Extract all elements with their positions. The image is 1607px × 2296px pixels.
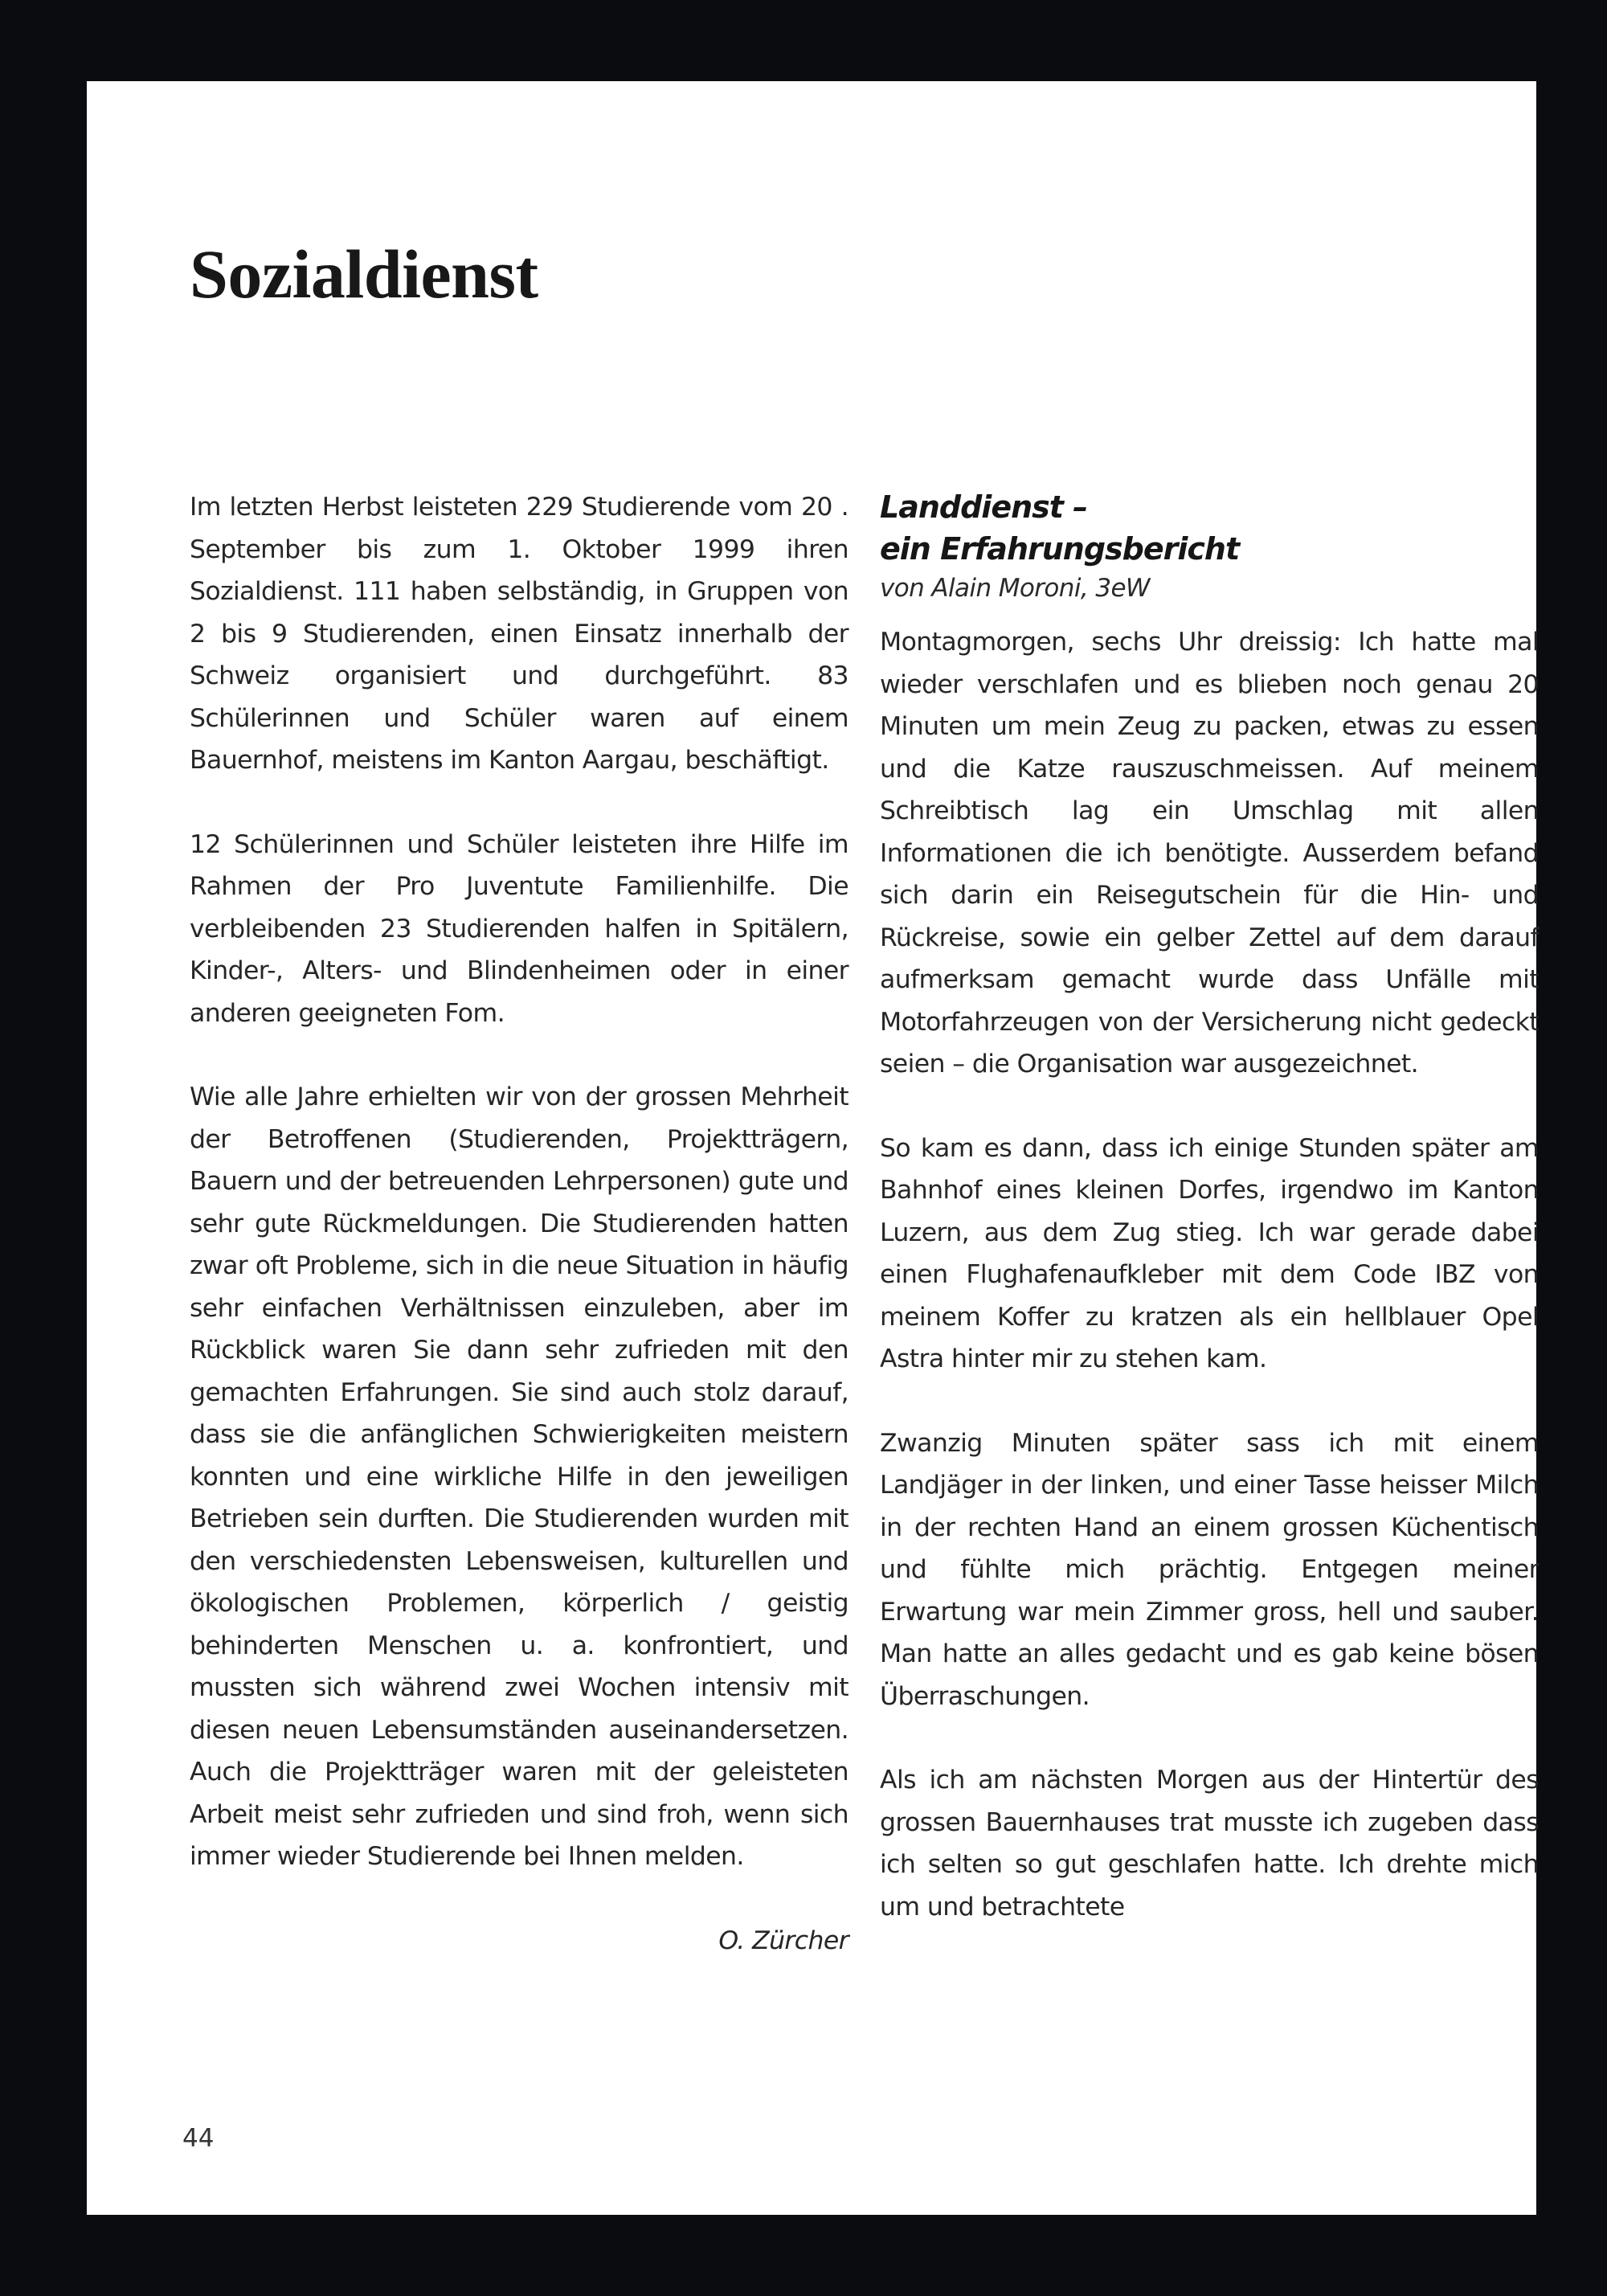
paragraph: So kam es dann, dass ich einige Stunden später am Bahnhof eines kleinen Dorfes, irgendwo im Kanton Luzern, aus dem Zug stieg. Ich war gerade dabei einen Flughafenaufkleber mit dem Code IBZ von meinem Koffer zu kratzen als ein hellblauer Opel Astra hinter mir zu stehen kam. [880, 1133, 1539, 1373]
paragraph: Montagmorgen, sechs Uhr dreissig: Ich hatte mal wieder verschlafen und es blieben noch genau 20 Minuten um mein Zeug zu packen, etwas zu essen und die Katze rauszuschmeissen. Auf meinem Schreibtisch lag ein Umschlag mit allen Informationen die ich benötigte. Ausserdem befand sich darin ein Reisegutschein für die Hin- und Rückreise, sowie ein gelber Zettel auf dem darauf aufmerksam gemacht wurde dass Unfälle mit Motorfahrzeugen von der Versicherung nicht gedeckt seien – die Organisation war ausgezeichnet. [880, 628, 1539, 1078]
page-number: 44 [182, 2124, 215, 2153]
document-page [87, 81, 1539, 2215]
page-title: Sozialdienst [190, 235, 538, 313]
paragraph: Wie alle Jahre erhielten wir von der grossen Mehrheit der Betroffenen (Studierenden, Projektträgern, Bauern und der betreuenden Lehrpersonen) gute und sehr gute Rückmeldungen. Die Studierenden hatten zwar oft Probleme, sich in die neue Situation in häufig sehr einfachen Verhältnissen einzuleben, aber im Rückblick waren Sie dann sehr zufrieden mit den gemachten Erfahrungen. Sie sind auch stolz darauf, dass sie die anfänglichen Schwierigkeiten meistern konnten und eine wirkliche Hilfe in den jeweiligen Betrieben sein durften. Die Studierenden wurden mit den verschiedensten Lebensweisen, kulturellen und ökologischen Problemen, körperlich / geistig behinderten Menschen u. a. konfrontiert, und mussten sich während zwei Wochen intensiv mit diesen neuen Lebensumständen auseinandersetzen. Auch die Projektträger waren mit der geleisteten Arbeit meist sehr zufrieden und sind froh, wenn sich immer wieder Studierende bei Ihnen melden. [190, 1083, 848, 1871]
paragraph: Im letzten Herbst leisteten 229 Studierende vom 20 . September bis zum 1. Oktober 1999 ihren Sozialdienst. 111 haben selbständig, in Gruppen von 2 bis 9 Studierenden, einen Einsatz innerhalb der Schweiz organisiert und durchgeführt. 83 Schülerinnen und Schüler waren auf einem Bauernhof, meistens im Kanton Aargau, beschäftigt. [190, 493, 848, 775]
article-title-line-1: Landdienst – [880, 489, 1088, 525]
article-title [880, 486, 1539, 570]
author-signature: O. Zürcher [718, 1926, 848, 1955]
paragraph: 12 Schülerinnen und Schüler leisteten ihre Hilfe im Rahmen der Pro Juventute Familienhilfe. Die verbleibenden 23 Studierenden halfen in Spitälern, Kinder-, Alters- und Blindenheimen oder in einer anderen geeigneten Fom. [190, 829, 848, 1028]
article-title-line-2: ein Erfahrungsbericht [880, 531, 1240, 567]
article-byline: von Alain Moroni, 3eW [880, 574, 1150, 603]
paragraph: Als ich am nächsten Morgen aus der Hintertür des grossen Bauernhauses trat musste ich zugeben dass ich selten so gut geschlafen hatte. Ich drehte mich um und betrachtete [880, 1766, 1539, 1922]
right-column [880, 486, 1539, 1928]
paragraph: Zwanzig Minuten später sass ich mit einem Landjäger in der linken, und einer Tasse heisser Milch in der rechten Hand an einem grossen Küchentisch und fühlte mich prächtig. Entgegen meiner Erwartung war mein Zimmer gross, hell und sauber. Man hatte an alles gedacht und es gab keine bösen Überraschungen. [880, 1428, 1539, 1711]
left-column [190, 486, 848, 1962]
